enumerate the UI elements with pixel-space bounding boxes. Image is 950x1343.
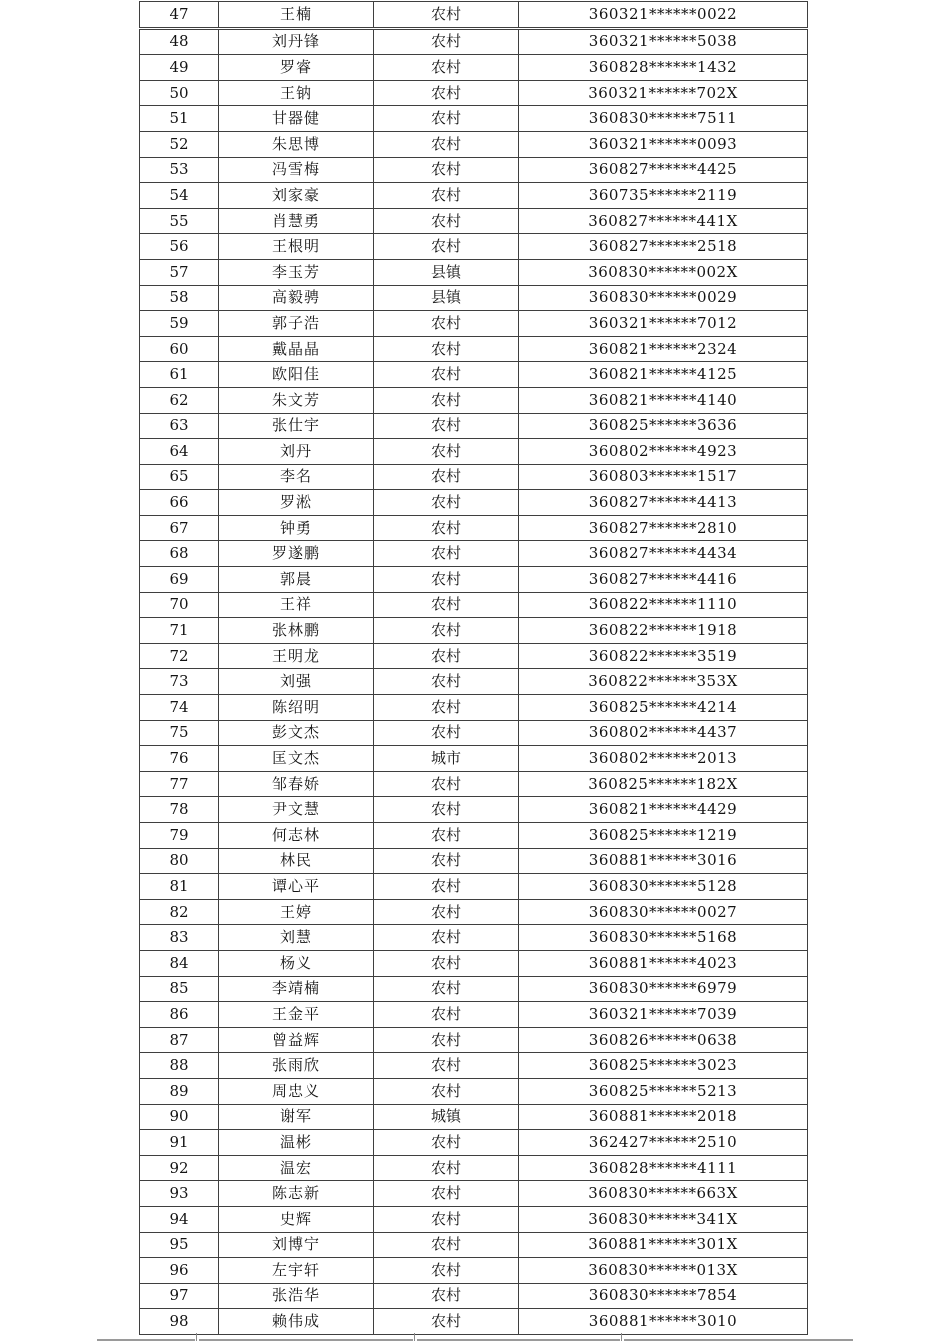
table-row [140,1002,808,1028]
cell-name: 冯雪梅 [219,157,374,183]
cell-id: 360802******4923 [519,439,808,465]
cell-id: 360830******0029 [519,285,808,311]
cell-id: 360881******2018 [519,1104,808,1130]
cell-name: 左宇轩 [219,1258,374,1284]
next-table-border-segment [624,1339,853,1341]
cell-category: 农村 [374,797,519,823]
cell-name: 罗淞 [219,490,374,516]
cell-id: 360321******5038 [519,28,808,55]
cell-category: 农村 [374,592,519,618]
cell-no: 94 [140,1206,219,1232]
cell-name: 王明龙 [219,643,374,669]
cell-no: 93 [140,1181,219,1207]
cell-no: 51 [140,106,219,132]
cell-category: 农村 [374,823,519,849]
cell-category: 农村 [374,362,519,388]
cell-name: 罗睿 [219,55,374,81]
table-row [140,848,808,874]
cell-id: 360827******441X [519,208,808,234]
cell-no: 70 [140,592,219,618]
cell-category: 农村 [374,439,519,465]
table-row [140,1078,808,1104]
cell-no: 74 [140,695,219,721]
table-row [140,1283,808,1309]
cell-id: 360735******2119 [519,183,808,209]
cell-id: 360830******6979 [519,976,808,1002]
table-row [140,1258,808,1284]
cell-no: 64 [140,439,219,465]
cell-id: 360321******0022 [519,2,808,29]
cell-name: 周忠义 [219,1078,374,1104]
cell-name: 何志林 [219,823,374,849]
table-row [140,1155,808,1181]
cell-no: 75 [140,720,219,746]
cell-category: 农村 [374,413,519,439]
cell-category: 农村 [374,541,519,567]
cell-id: 360830******341X [519,1206,808,1232]
cell-no: 55 [140,208,219,234]
cell-id: 360828******4111 [519,1155,808,1181]
cell-no: 83 [140,925,219,951]
table-row [140,618,808,644]
cell-no: 89 [140,1078,219,1104]
roster-table-body [140,2,808,1335]
cell-id: 360830******002X [519,259,808,285]
cell-category: 农村 [374,515,519,541]
table-row [140,183,808,209]
table-row [140,1130,808,1156]
cell-category: 农村 [374,55,519,81]
table-row [140,567,808,593]
cell-name: 王楠 [219,2,374,29]
table-row [140,1206,808,1232]
cell-category: 农村 [374,1181,519,1207]
cell-no: 92 [140,1155,219,1181]
cell-name: 欧阳佳 [219,362,374,388]
cell-category: 农村 [374,1053,519,1079]
cell-id: 360881******3010 [519,1309,808,1335]
cell-no: 76 [140,746,219,772]
table-row [140,669,808,695]
table-row [140,311,808,337]
cell-no: 58 [140,285,219,311]
cell-no: 71 [140,618,219,644]
cell-name: 朱文芳 [219,387,374,413]
cell-no: 81 [140,874,219,900]
cell-category: 农村 [374,208,519,234]
cell-id: 360827******2810 [519,515,808,541]
cell-category: 农村 [374,131,519,157]
cell-id: 360828******1432 [519,55,808,81]
cell-id: 360803******1517 [519,464,808,490]
cell-no: 97 [140,1283,219,1309]
cell-id: 360830******7511 [519,106,808,132]
cell-id: 360881******3016 [519,848,808,874]
cell-category: 城市 [374,746,519,772]
cell-category: 农村 [374,1206,519,1232]
cell-no: 57 [140,259,219,285]
cell-name: 刘慧 [219,925,374,951]
cell-category: 农村 [374,464,519,490]
table-row [140,157,808,183]
table-row [140,541,808,567]
cell-name: 张雨欣 [219,1053,374,1079]
cell-category: 农村 [374,695,519,721]
cell-category: 农村 [374,490,519,516]
cell-name: 曾益辉 [219,1027,374,1053]
cell-no: 91 [140,1130,219,1156]
table-row [140,1053,808,1079]
table-row [140,1309,808,1335]
table-row [140,336,808,362]
cell-no: 86 [140,1002,219,1028]
table-row [140,439,808,465]
table-row [140,208,808,234]
roster-table [139,1,808,1335]
cell-id: 360825******182X [519,771,808,797]
table-row [140,362,808,388]
cell-no: 87 [140,1027,219,1053]
table-row [140,1104,808,1130]
cell-category: 农村 [374,1232,519,1258]
cell-id: 360825******3636 [519,413,808,439]
cell-name: 谢军 [219,1104,374,1130]
cell-no: 48 [140,28,219,55]
cell-name: 匡文杰 [219,746,374,772]
cell-id: 360821******4429 [519,797,808,823]
cell-category: 农村 [374,1130,519,1156]
cell-id: 360825******3023 [519,1053,808,1079]
table-row [140,387,808,413]
cell-name: 甘器健 [219,106,374,132]
table-row [140,131,808,157]
cell-category: 农村 [374,1078,519,1104]
cell-category: 农村 [374,28,519,55]
cell-name: 王金平 [219,1002,374,1028]
cell-category: 农村 [374,1002,519,1028]
table-row [140,874,808,900]
cell-id: 360825******1219 [519,823,808,849]
cell-no: 77 [140,771,219,797]
cell-category: 农村 [374,976,519,1002]
cell-id: 360802******2013 [519,746,808,772]
cell-category: 农村 [374,567,519,593]
table-row [140,234,808,260]
cell-no: 98 [140,1309,219,1335]
cell-no: 60 [140,336,219,362]
cell-category: 农村 [374,2,519,29]
cell-category: 县镇 [374,285,519,311]
cell-name: 张浩华 [219,1283,374,1309]
cell-name: 郭晨 [219,567,374,593]
table-row [140,695,808,721]
cell-name: 张林鹏 [219,618,374,644]
cell-category: 农村 [374,899,519,925]
cell-category: 农村 [374,1309,519,1335]
cell-category: 农村 [374,771,519,797]
cell-no: 78 [140,797,219,823]
table-row [140,55,808,81]
cell-name: 杨义 [219,950,374,976]
cell-category: 农村 [374,643,519,669]
cell-name: 刘丹锋 [219,28,374,55]
cell-no: 88 [140,1053,219,1079]
table-row [140,1232,808,1258]
cell-id: 360826******0638 [519,1027,808,1053]
cell-name: 王钠 [219,80,374,106]
cell-no: 59 [140,311,219,337]
cell-name: 彭文杰 [219,720,374,746]
next-table-border-segment [199,1339,413,1341]
cell-name: 陈志新 [219,1181,374,1207]
cell-no: 47 [140,2,219,29]
table-row [140,797,808,823]
cell-id: 360822******1110 [519,592,808,618]
cell-name: 刘丹 [219,439,374,465]
cell-name: 王婷 [219,899,374,925]
cell-id: 360822******353X [519,669,808,695]
cell-name: 温彬 [219,1130,374,1156]
cell-id: 360830******0027 [519,899,808,925]
cell-id: 360825******5213 [519,1078,808,1104]
cell-category: 农村 [374,157,519,183]
cell-id: 360830******013X [519,1258,808,1284]
cell-name: 钟勇 [219,515,374,541]
cell-category: 农村 [374,1283,519,1309]
cell-id: 360830******7854 [519,1283,808,1309]
cell-no: 56 [140,234,219,260]
cell-no: 68 [140,541,219,567]
table-row [140,515,808,541]
cell-name: 刘强 [219,669,374,695]
table-row [140,746,808,772]
cell-category: 农村 [374,1258,519,1284]
cell-id: 360830******663X [519,1181,808,1207]
table-row [140,720,808,746]
cell-name: 郭子浩 [219,311,374,337]
cell-name: 赖伟成 [219,1309,374,1335]
cell-no: 66 [140,490,219,516]
cell-no: 49 [140,55,219,81]
cell-category: 农村 [374,80,519,106]
cell-no: 90 [140,1104,219,1130]
next-table-divider-tick [621,1333,622,1341]
next-table-top-border [0,1339,950,1343]
cell-name: 高毅骋 [219,285,374,311]
table-row [140,950,808,976]
cell-category: 县镇 [374,259,519,285]
cell-no: 63 [140,413,219,439]
cell-name: 张仕宇 [219,413,374,439]
table-row [140,413,808,439]
cell-name: 肖慧勇 [219,208,374,234]
table-row [140,259,808,285]
cell-id: 360830******5128 [519,874,808,900]
cell-name: 李名 [219,464,374,490]
cell-no: 80 [140,848,219,874]
cell-category: 农村 [374,950,519,976]
table-row [140,490,808,516]
cell-no: 73 [140,669,219,695]
cell-name: 尹文慧 [219,797,374,823]
cell-name: 陈绍明 [219,695,374,721]
cell-no: 61 [140,362,219,388]
cell-name: 王祥 [219,592,374,618]
next-table-divider-tick [414,1333,415,1341]
cell-id: 362427******2510 [519,1130,808,1156]
table-row [140,925,808,951]
cell-id: 360321******7039 [519,1002,808,1028]
cell-category: 农村 [374,387,519,413]
cell-id: 360881******4023 [519,950,808,976]
table-row [140,2,808,29]
cell-id: 360827******4425 [519,157,808,183]
cell-id: 360827******4434 [519,541,808,567]
cell-category: 农村 [374,925,519,951]
cell-category: 农村 [374,669,519,695]
table-row [140,899,808,925]
cell-no: 67 [140,515,219,541]
cell-category: 农村 [374,183,519,209]
cell-no: 79 [140,823,219,849]
cell-id: 360802******4437 [519,720,808,746]
cell-id: 360830******5168 [519,925,808,951]
cell-no: 85 [140,976,219,1002]
cell-id: 360321******7012 [519,311,808,337]
cell-no: 82 [140,899,219,925]
cell-category: 农村 [374,848,519,874]
table-row [140,1027,808,1053]
cell-id: 360825******4214 [519,695,808,721]
cell-category: 城镇 [374,1104,519,1130]
cell-name: 王根明 [219,234,374,260]
cell-name: 罗遂鹏 [219,541,374,567]
cell-category: 农村 [374,1155,519,1181]
cell-no: 69 [140,567,219,593]
cell-no: 50 [140,80,219,106]
cell-id: 360827******4413 [519,490,808,516]
table-row [140,80,808,106]
cell-no: 62 [140,387,219,413]
table-row [140,823,808,849]
table-row [140,28,808,55]
cell-no: 84 [140,950,219,976]
table-row [140,106,808,132]
cell-name: 李靖楠 [219,976,374,1002]
table-row [140,464,808,490]
cell-id: 360321******0093 [519,131,808,157]
cell-no: 72 [140,643,219,669]
cell-category: 农村 [374,234,519,260]
table-row [140,976,808,1002]
cell-name: 刘家豪 [219,183,374,209]
cell-id: 360321******702X [519,80,808,106]
table-row [140,771,808,797]
cell-category: 农村 [374,1027,519,1053]
cell-name: 刘博宁 [219,1232,374,1258]
cell-id: 360881******301X [519,1232,808,1258]
cell-id: 360821******4140 [519,387,808,413]
cell-no: 53 [140,157,219,183]
cell-category: 农村 [374,720,519,746]
cell-id: 360821******2324 [519,336,808,362]
cell-category: 农村 [374,874,519,900]
cell-name: 谭心平 [219,874,374,900]
next-table-divider-tick [196,1333,197,1341]
cell-name: 林民 [219,848,374,874]
cell-id: 360827******4416 [519,567,808,593]
next-table-border-segment [97,1339,195,1341]
cell-no: 54 [140,183,219,209]
cell-id: 360822******3519 [519,643,808,669]
cell-id: 360821******4125 [519,362,808,388]
cell-name: 戴晶晶 [219,336,374,362]
table-row [140,1181,808,1207]
table-row [140,285,808,311]
cell-id: 360822******1918 [519,618,808,644]
cell-name: 邹春娇 [219,771,374,797]
cell-name: 朱思博 [219,131,374,157]
table-row [140,643,808,669]
cell-name: 李玉芳 [219,259,374,285]
next-table-border-segment [417,1339,620,1341]
cell-no: 95 [140,1232,219,1258]
cell-category: 农村 [374,311,519,337]
cell-no: 96 [140,1258,219,1284]
cell-category: 农村 [374,106,519,132]
cell-category: 农村 [374,336,519,362]
cell-name: 史辉 [219,1206,374,1232]
cell-id: 360827******2518 [519,234,808,260]
cell-category: 农村 [374,618,519,644]
cell-name: 温宏 [219,1155,374,1181]
cell-no: 65 [140,464,219,490]
cell-no: 52 [140,131,219,157]
table-row [140,592,808,618]
